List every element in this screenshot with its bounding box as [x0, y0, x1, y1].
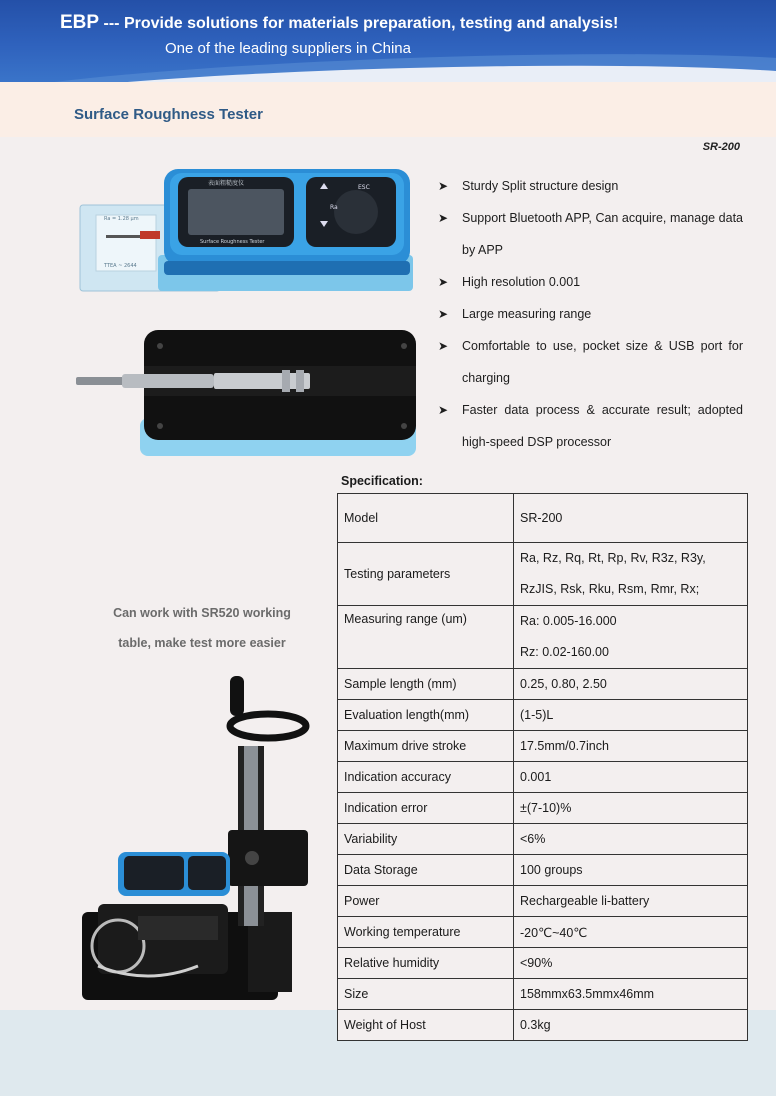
table-row: [338, 979, 748, 1010]
table-row: [338, 543, 748, 606]
spec-value: (1-5)L: [514, 700, 748, 731]
spec-value: 158mmx63.5mmx46mm: [514, 979, 748, 1010]
arrow-bullet-icon: ➤: [438, 339, 449, 353]
table-row: [338, 762, 748, 793]
header-tagline: [60, 12, 618, 34]
table-row: [338, 669, 748, 700]
spec-value: 17.5mm/0.7inch: [514, 731, 748, 762]
feature-list: [438, 170, 743, 458]
screen-label-top: 表面粗糙度仪: [208, 180, 245, 187]
spec-value: -20℃~40℃: [514, 917, 748, 948]
spec-key: Relative humidity: [338, 948, 514, 979]
table-row: [338, 917, 748, 948]
spec-key: Indication accuracy: [338, 762, 514, 793]
spec-value: ±(7-10)%: [514, 793, 748, 824]
arrow-bullet-icon: ➤: [438, 307, 449, 321]
table-row: [338, 1010, 748, 1041]
header-subtitle: One of the leading suppliers in China: [165, 40, 411, 57]
model-tag: SR-200: [702, 141, 740, 153]
sample-label-top: Ra = 1.28 µm: [104, 216, 139, 222]
spec-value: 0.001: [514, 762, 748, 793]
drive-unit-image: [74, 326, 420, 458]
feature-item: ➤ Sturdy Split structure design: [438, 170, 743, 202]
worktable-image: [78, 676, 318, 1006]
spec-value: <6%: [514, 824, 748, 855]
spec-key: Weight of Host: [338, 1010, 514, 1041]
spec-table: [337, 493, 748, 1041]
arrow-bullet-icon: ➤: [438, 275, 449, 289]
worktable-caption: Can work with SR520 working table, make test more easier: [113, 606, 291, 650]
feature-item: ➤ Comfortable to use, pocket size & USB port for charging: [438, 330, 743, 394]
feature-item: ➤ Support Bluetooth APP, Can acquire, manage data by APP: [438, 202, 743, 266]
spec-key: Size: [338, 979, 514, 1010]
arrow-bullet-icon: ➤: [438, 403, 449, 417]
tester-device-image: [78, 165, 418, 295]
table-row: [338, 606, 748, 669]
table-row: [338, 700, 748, 731]
spec-value: Rechargeable li-battery: [514, 886, 748, 917]
arrow-bullet-icon: ➤: [438, 211, 449, 225]
spec-key: Working temperature: [338, 917, 514, 948]
feature-item: ➤ High resolution 0.001: [438, 266, 743, 298]
brand-name: EBP: [60, 12, 100, 33]
spec-key: Indication error: [338, 793, 514, 824]
spec-key: Evaluation length(mm): [338, 700, 514, 731]
table-row: [338, 886, 748, 917]
table-row: [338, 824, 748, 855]
spec-value: Ra, Rz, Rq, Rt, Rp, Rv, R3z, R3y, RzJIS, Rsk, Rku, Rsm, Rmr, Rx;: [514, 543, 748, 606]
spec-key: Sample length (mm): [338, 669, 514, 700]
spec-value: 0.25, 0.80, 2.50: [514, 669, 748, 700]
screen-label-bottom: Surface Roughness Tester: [200, 239, 265, 245]
sample-label-bottom: TTEA ~ 2644: [104, 263, 137, 269]
table-row: [338, 948, 748, 979]
spec-value: Ra: 0.005-16.000 Rz: 0.02-160.00: [514, 606, 748, 669]
table-row: [338, 731, 748, 762]
spec-heading: Specification:: [341, 474, 423, 488]
header-banner: [0, 0, 776, 82]
esc-key-label: ESC: [358, 184, 370, 191]
table-row: [338, 855, 748, 886]
spec-key: Measuring range (um): [338, 606, 514, 669]
spec-value: <90%: [514, 948, 748, 979]
spec-key: Model: [338, 494, 514, 543]
feature-item: ➤ Faster data process & accurate result; adopted high-speed DSP processor: [438, 394, 743, 458]
spec-key: Variability: [338, 824, 514, 855]
spec-key: Power: [338, 886, 514, 917]
arrow-bullet-icon: ➤: [438, 179, 449, 193]
title-band: [0, 82, 776, 137]
table-row: [338, 793, 748, 824]
ra-key-label: Ra: [330, 204, 338, 211]
tagline-text: --- Provide solutions for materials preparation, testing and analysis!: [99, 15, 619, 32]
spec-key: Maximum drive stroke: [338, 731, 514, 762]
spec-value: 100 groups: [514, 855, 748, 886]
spec-key: Data Storage: [338, 855, 514, 886]
spec-key: Testing parameters: [338, 543, 514, 606]
table-row: [338, 494, 748, 543]
spec-value: 0.3kg: [514, 1010, 748, 1041]
feature-item: ➤ Large measuring range: [438, 298, 743, 330]
spec-value: SR-200: [514, 494, 748, 543]
page-title: Surface Roughness Tester: [74, 106, 263, 123]
